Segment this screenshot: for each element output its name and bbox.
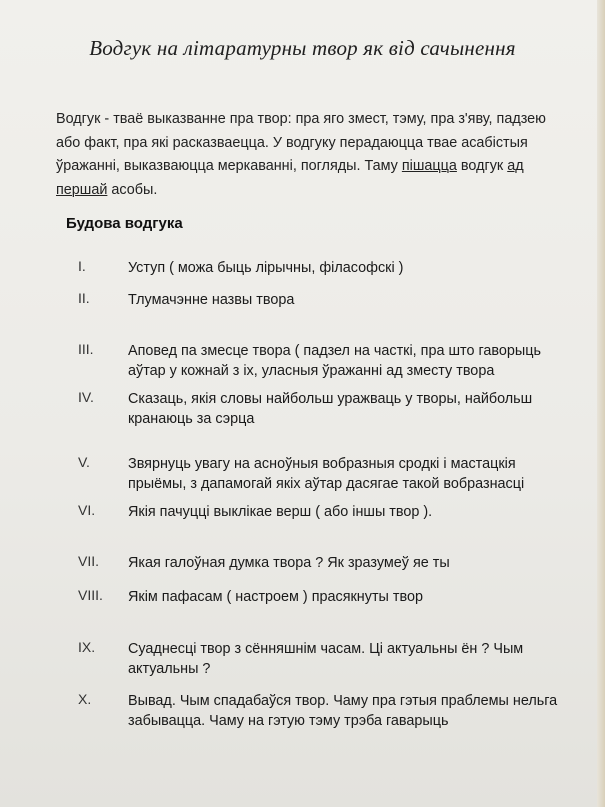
page-title: Водгук на літаратурны твор як від сачынення bbox=[89, 36, 516, 60]
item-text: Якая галоўная думка твора ? Як зразумеў яе ты bbox=[128, 555, 450, 571]
intro-text-end: асобы. bbox=[107, 181, 158, 198]
item-number: II. bbox=[78, 290, 90, 306]
intro-paragraph bbox=[56, 108, 556, 202]
item-number: V. bbox=[78, 454, 90, 470]
item-number: VII. bbox=[78, 553, 100, 569]
page-edge-shadow bbox=[597, 0, 605, 807]
item-number: IX. bbox=[78, 639, 96, 655]
intro-text-middle: водгук bbox=[456, 158, 508, 174]
intro-underlined-word: пішацца bbox=[401, 158, 457, 174]
item-text: Якія пачуцці выклікае верш ( або іншы твор ). bbox=[128, 504, 433, 520]
section-heading: Будова водгука bbox=[66, 215, 183, 232]
item-number: I. bbox=[78, 258, 86, 274]
item-number: IV. bbox=[78, 389, 94, 405]
item-text: Суаднесці твор з сённяшнім часам. Ці актуальны ён ? Чым актуальны ? bbox=[128, 641, 524, 677]
item-text: Якім пафасам ( настроем ) прасякнуты твор bbox=[128, 589, 423, 605]
item-number: VIII. bbox=[78, 587, 103, 603]
item-text: Звярнуць увагу на асноўныя вобразныя сродкі і мастацкія прыёмы, з дапамогай якіх аўтар дасягае такой вобразнасці bbox=[128, 456, 525, 492]
item-number: X. bbox=[78, 691, 92, 707]
item-number: III. bbox=[78, 341, 94, 357]
item-text: Уступ ( можа быць лірычны, філасофскі ) bbox=[128, 260, 404, 276]
item-text: Сказаць, якія словы найбольш уражваць у творы, найбольш кранаюць за сэрца bbox=[128, 391, 533, 427]
item-number: VI. bbox=[78, 502, 96, 518]
intro-underlined-phrase: ад першай bbox=[56, 158, 524, 198]
item-text: Аповед па змесце твора ( падзел на часткі, пра што гаворыць аўтар у кожнай з іх, уласныя ўражанні ад зместу твора bbox=[128, 343, 541, 379]
item-text: Тлумачэнне назвы твора bbox=[128, 292, 295, 308]
intro-text-start: Водгук - тваё выказванне пра твор: пра яго змест, тэму, пра з'яву, падзею або факт, пра які расказваецца. У водгуку перадаюцца твае асабістыя ўражанні, выказваюцца меркаванні, погляды. Таму bbox=[56, 111, 546, 174]
item-text: Вывад. Чым спадабаўся твор. Чаму пра гэтыя праблемы нельга забывацца. Чаму на гэтую тэму трэба гаварыць bbox=[128, 693, 558, 729]
